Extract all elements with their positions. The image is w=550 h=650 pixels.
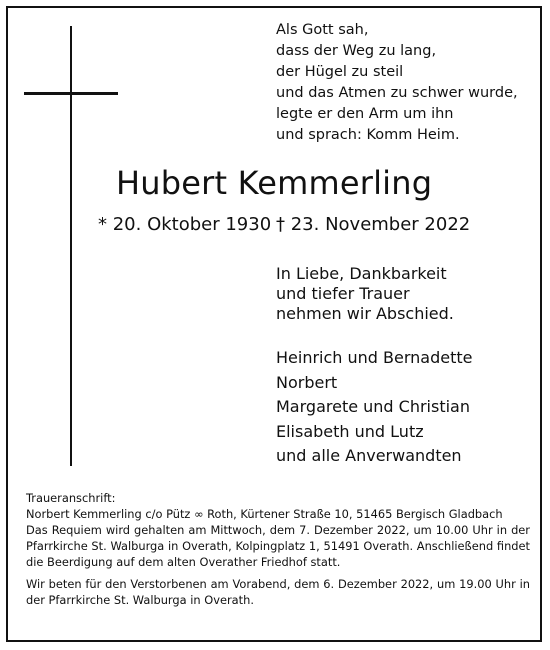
prayer-info: Wir beten für den Verstorbenen am Vorabend, dem 6. Dezember 2022, um 19.00 Uhr in der Pfarrkirche St. Walburga in Overath.	[26, 577, 530, 607]
poem	[276, 20, 518, 146]
poem-line: und das Atmen zu schwer wurde,	[276, 85, 518, 101]
farewell-line: und tiefer Trauer	[276, 284, 410, 303]
poem-line: legte er den Arm um ihn	[276, 106, 454, 122]
address-line: Norbert Kemmerling c/o Pütz ∞ Roth, Kürtener Straße 10, 51465 Bergisch Gladbach	[26, 507, 503, 521]
poem-line: Als Gott sah,	[276, 22, 369, 38]
family-member: und alle Anverwandten	[276, 446, 462, 465]
family-member: Elisabeth und Lutz	[276, 421, 424, 441]
poem-line: der Hügel zu steil	[276, 64, 404, 80]
farewell-line: In Liebe, Dankbarkeit	[276, 264, 447, 283]
poem-line: dass der Weg zu lang,	[276, 43, 437, 59]
deceased-name: Hubert Kemmerling	[116, 164, 433, 202]
poem-line: und sprach: Komm Heim.	[276, 127, 460, 143]
family-member: Norbert	[276, 372, 338, 392]
family-list	[276, 346, 472, 469]
farewell-line: nehmen wir Abschied.	[276, 304, 454, 323]
address-label: Traueranschrift:	[26, 491, 116, 505]
footer-info	[26, 490, 530, 608]
cross-icon-horizontal-beam	[24, 92, 118, 95]
family-member: Heinrich und Bernadette	[276, 348, 473, 367]
requiem-info: Das Requiem wird gehalten am Mittwoch, dem 7. Dezember 2022, um 10.00 Uhr in der Pfarrkirche St. Walburga in Overath, Kolpingplatz 1, 51491 Overath. Anschließend findet die Beerdigung auf dem alten Overather Friedhof statt.	[26, 523, 530, 569]
obituary-card	[6, 6, 542, 642]
family-member: Margarete und Christian	[276, 397, 470, 416]
death-date: † 23. November 2022	[276, 214, 471, 235]
birth-date: * 20. Oktober 1930	[98, 214, 272, 235]
farewell-text	[276, 264, 454, 324]
